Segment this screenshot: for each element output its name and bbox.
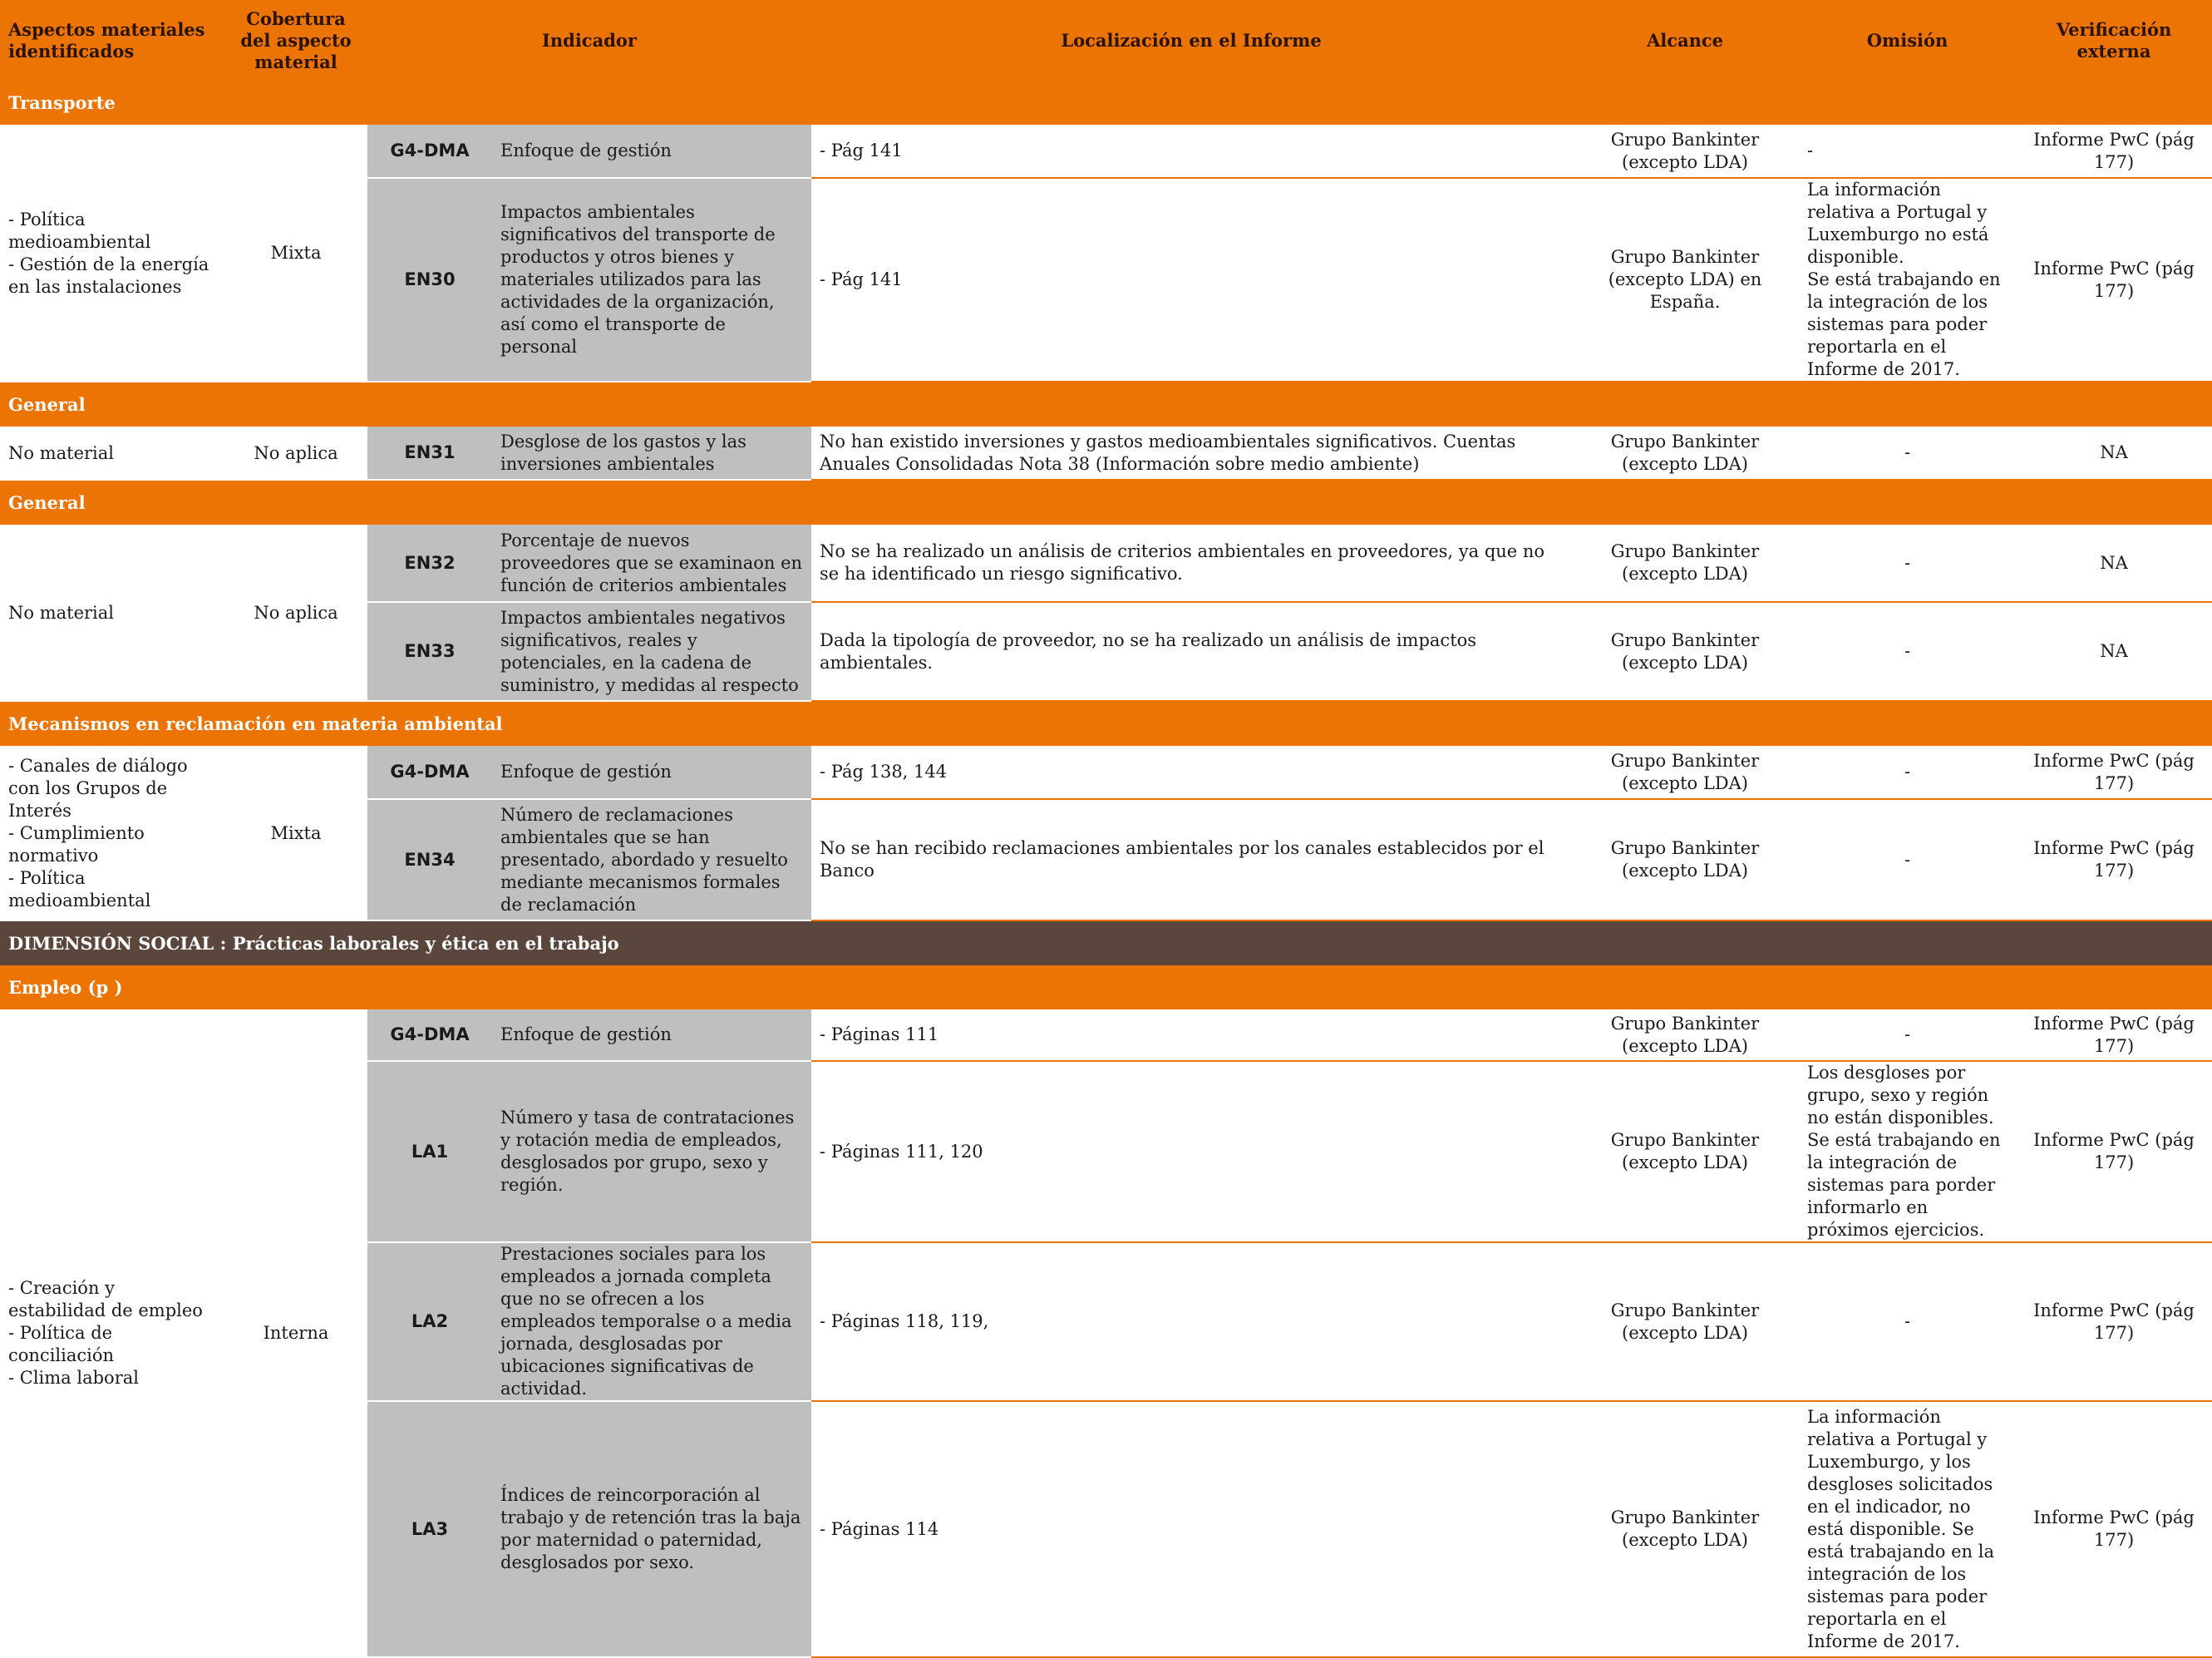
section-row-mecanismos <box>0 701 2212 746</box>
header-cobertura: Cobertura del aspecto material <box>224 0 367 81</box>
scope-cell: Grupo Bankinter (excepto LDA) <box>1571 427 1799 480</box>
header-localizacion: Localización en el Informe <box>811 0 1571 81</box>
location-cell: - Pág 141 <box>811 125 1571 178</box>
location-cell: - Páginas 118, 119, <box>811 1242 1571 1401</box>
table-row <box>0 125 2212 178</box>
scope-cell: Grupo Bankinter (excepto LDA) <box>1571 602 1799 701</box>
section-row-general <box>0 382 2212 427</box>
indicator-description: Porcentaje de nuevos proveedores que se examinaon en función de criterios ambientales <box>492 525 811 602</box>
section-title-transporte: Transporte <box>0 81 2212 125</box>
section-row-empleo <box>0 965 2212 1009</box>
verification-cell: NA <box>2016 602 2212 701</box>
omission-cell: La información relativa a Portugal y Luxemburgo, y los desgloses solicitados en el indicador, no está disponible. Se está trabajando en la integración de los sistemas para poder reportarla en el Informe de 2017. <box>1799 1401 2016 1657</box>
omission-cell: - <box>1799 125 2016 178</box>
aspect-cell: - Canales de diálogo con los Grupos de Interés - Cumplimiento normativo - Política medioambiental <box>0 746 224 920</box>
header-omision: Omisión <box>1799 0 2016 81</box>
scope-cell: Grupo Bankinter (excepto LDA) <box>1571 1401 1799 1657</box>
location-cell: Dada la tipología de proveedor, no se ha realizado un análisis de impactos ambientales. <box>811 602 1571 701</box>
location-cell: No se ha realizado un análisis de criterios ambientales en proveedores, ya que no se ha identificado un riesgo significativo. <box>811 525 1571 602</box>
section-title-general: General <box>0 480 2212 525</box>
scope-cell: Grupo Bankinter (excepto LDA) en España. <box>1571 178 1799 382</box>
indicator-code: LA3 <box>367 1401 492 1657</box>
location-cell: No se han recibido reclamaciones ambientales por los canales establecidos por el Banco <box>811 799 1571 920</box>
verification-cell: Informe PwC (pág 177) <box>2016 1009 2212 1061</box>
indicator-description: Impactos ambientales significativos del transporte de productos y otros bienes y materiales utilizados para las actividades de la organización, así como el transporte de personal <box>492 178 811 382</box>
omission-cell: - <box>1799 1242 2016 1401</box>
indicator-description: Desglose de los gastos y las inversiones ambientales <box>492 427 811 480</box>
indicator-code: EN32 <box>367 525 492 602</box>
aspect-cell: No material <box>0 525 224 701</box>
indicator-code: G4-DMA <box>367 125 492 178</box>
scope-cell: Grupo Bankinter (excepto LDA) <box>1571 1061 1799 1242</box>
indicator-description: Enfoque de gestión <box>492 746 811 799</box>
section-row-dimension-social <box>0 920 2212 965</box>
header-aspectos: Aspectos materiales identificados <box>0 0 224 81</box>
omission-cell: - <box>1799 602 2016 701</box>
indicator-description: Prestaciones sociales para los empleados a jornada completa que no se ofrecen a los empleados temporalse o a media jornada, desglosadas por ubicaciones significativas de actividad. <box>492 1242 811 1401</box>
indicator-description: Número de reclamaciones ambientales que se han presentado, abordado y resuelto mediante mecanismos formales de reclamación <box>492 799 811 920</box>
omission-cell: - <box>1799 525 2016 602</box>
indicator-code: EN31 <box>367 427 492 480</box>
verification-cell: Informe PwC (pág 177) <box>2016 746 2212 799</box>
section-title-mecanismos: Mecanismos en reclamación en materia ambiental <box>0 701 2212 746</box>
verification-cell: NA <box>2016 525 2212 602</box>
coverage-cell: Mixta <box>224 125 367 382</box>
table-row <box>0 427 2212 480</box>
verification-cell: Informe PwC (pág 177) <box>2016 1061 2212 1242</box>
aspect-cell: No material <box>0 427 224 480</box>
location-cell: - Páginas 111, 120 <box>811 1061 1571 1242</box>
omission-cell: - <box>1799 1009 2016 1061</box>
aspect-cell: - Política medioambiental - Gestión de la energía en las instalaciones <box>0 125 224 382</box>
location-cell: No han existido inversiones y gastos medioambientales significativos. Cuentas Anuales Consolidadas Nota 38 (Información sobre medio ambiente) <box>811 427 1571 480</box>
location-cell: - Páginas 114 <box>811 1401 1571 1657</box>
location-cell: - Páginas 111 <box>811 1009 1571 1061</box>
location-cell: - Pág 138, 144 <box>811 746 1571 799</box>
scope-cell: Grupo Bankinter (excepto LDA) <box>1571 799 1799 920</box>
table-row <box>0 1009 2212 1061</box>
scope-cell: Grupo Bankinter (excepto LDA) <box>1571 1009 1799 1061</box>
table-row <box>0 746 2212 799</box>
indicator-code: G4-DMA <box>367 746 492 799</box>
indicator-code: EN33 <box>367 602 492 701</box>
scope-cell: Grupo Bankinter (excepto LDA) <box>1571 746 1799 799</box>
omission-cell: Los desgloses por grupo, sexo y región no están disponibles. Se está trabajando en la integración de sistemas para porder informarlo en próximos ejercicios. <box>1799 1061 2016 1242</box>
section-row-general <box>0 480 2212 525</box>
indicator-description: Enfoque de gestión <box>492 1009 811 1061</box>
verification-cell: Informe PwC (pág 177) <box>2016 799 2212 920</box>
aspect-cell: - Creación y estabilidad de empleo - Política de conciliación - Clima laboral <box>0 1009 224 1657</box>
header-alcance: Alcance <box>1571 0 1799 81</box>
indicator-code: EN34 <box>367 799 492 920</box>
header-indicador: Indicador <box>367 0 811 81</box>
verification-cell: Informe PwC (pág 177) <box>2016 125 2212 178</box>
indicator-code: LA1 <box>367 1061 492 1242</box>
omission-cell: - <box>1799 746 2016 799</box>
scope-cell: Grupo Bankinter (excepto LDA) <box>1571 1242 1799 1401</box>
indicator-description: Número y tasa de contrataciones y rotación media de empleados, desglosados por grupo, sexo y región. <box>492 1061 811 1242</box>
coverage-cell: No aplica <box>224 525 367 701</box>
section-title-general: General <box>0 382 2212 427</box>
coverage-cell: Interna <box>224 1009 367 1657</box>
table-row <box>0 525 2212 602</box>
indicator-description: Enfoque de gestión <box>492 125 811 178</box>
coverage-cell: Mixta <box>224 746 367 920</box>
omission-cell: - <box>1799 427 2016 480</box>
omission-cell: La información relativa a Portugal y Luxemburgo no está disponible. Se está trabajando en la integración de los sistemas para poder reportarla en el Informe de 2017. <box>1799 178 2016 382</box>
header-row <box>0 0 2212 81</box>
indicator-description: Índices de reincorporación al trabajo y de retención tras la baja por maternidad o paternidad, desglosados por sexo. <box>492 1401 811 1657</box>
verification-cell: NA <box>2016 427 2212 480</box>
verification-cell: Informe PwC (pág 177) <box>2016 1242 2212 1401</box>
section-title-empleo: Empleo (p ) <box>0 965 2212 1009</box>
verification-cell: Informe PwC (pág 177) <box>2016 178 2212 382</box>
section-row-transporte <box>0 81 2212 125</box>
verification-cell: Informe PwC (pág 177) <box>2016 1401 2212 1657</box>
coverage-cell: No aplica <box>224 427 367 480</box>
indicator-code: G4-DMA <box>367 1009 492 1061</box>
location-cell: - Pág 141 <box>811 178 1571 382</box>
scope-cell: Grupo Bankinter (excepto LDA) <box>1571 525 1799 602</box>
section-title-dimension-social: DIMENSIÓN SOCIAL : Prácticas laborales y ética en el trabajo <box>0 920 2212 965</box>
indicator-description: Impactos ambientales negativos significativos, reales y potenciales, en la cadena de suministro, y medidas al respecto <box>492 602 811 701</box>
header-verificacion: Verificación externa <box>2016 0 2212 81</box>
indicator-code: LA2 <box>367 1242 492 1401</box>
indicator-code: EN30 <box>367 178 492 382</box>
scope-cell: Grupo Bankinter (excepto LDA) <box>1571 125 1799 178</box>
omission-cell: - <box>1799 799 2016 920</box>
